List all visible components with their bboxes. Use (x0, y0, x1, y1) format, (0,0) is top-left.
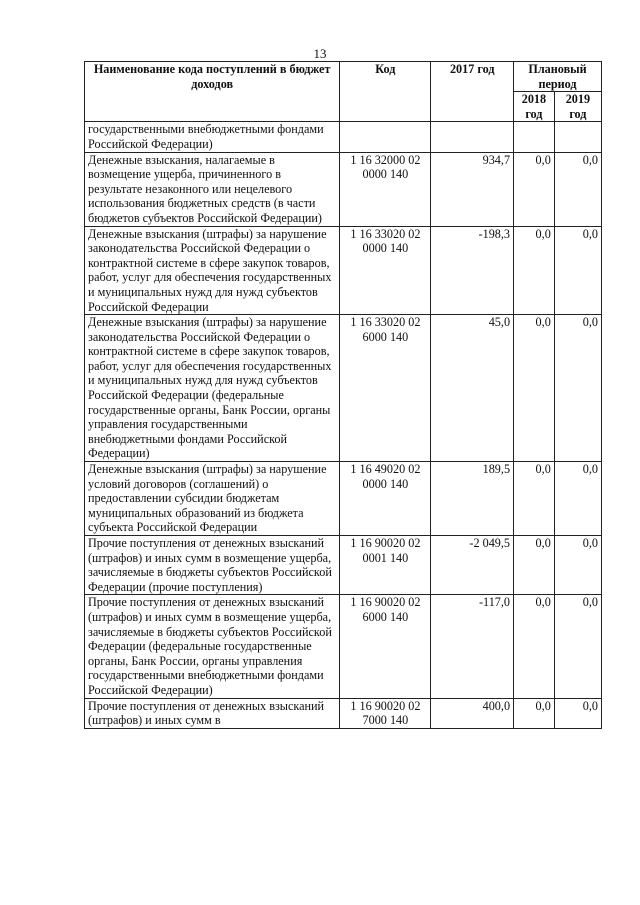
row-2019: 0,0 (554, 595, 601, 698)
row-code: 1 16 33020 02 0000 140 (340, 226, 431, 315)
row-name: Денежные взыскания (штрафы) за нарушение законодательства Российской Федерации о контрактной системе в сфере закупок товаров, работ, услуг для обеспечения государственных и муниципальных нужд для нужд субъектов Российской Федерации (85, 226, 340, 315)
row-name: Денежные взыскания, налагаемые в возмещение ущерба, причиненного в результате незаконного или нецелевого использования бюджетных средств (в части бюджетов субъектов Российской Федерации) (85, 152, 340, 226)
row-2018: 0,0 (514, 698, 555, 728)
row-2019: 0,0 (554, 315, 601, 462)
row-2017: 934,7 (431, 152, 514, 226)
header-2019: 2019 год (554, 92, 601, 122)
row-2019: 0,0 (554, 226, 601, 315)
header-planned-period: Плановый период (514, 62, 602, 92)
row-2018: 0,0 (514, 152, 555, 226)
row-2017: -2 049,5 (431, 536, 514, 595)
page-number: 13 (313, 46, 327, 61)
row-2019: 0,0 (554, 152, 601, 226)
table-row (85, 122, 602, 152)
header-code: Код (340, 62, 431, 122)
row-2017: 189,5 (431, 462, 514, 536)
row-2017 (431, 122, 514, 152)
row-2018 (514, 122, 555, 152)
row-2017: 400,0 (431, 698, 514, 728)
table-row (85, 226, 602, 315)
row-code: 1 16 90020 02 7000 140 (340, 698, 431, 728)
revenue-table (84, 61, 602, 729)
table-row (85, 152, 602, 226)
row-2017: -198,3 (431, 226, 514, 315)
table-row (85, 698, 602, 728)
row-name: Денежные взыскания (штрафы) за нарушение законодательства Российской Федерации о контрактной системе в сфере закупок товаров, работ, услуг для обеспечения государственных и муниципальных нужд для нужд субъектов Российской Федерации (федеральные государственные органы, Банк России, органы управления государственными внебюджетными фондами Российской Федерации) (85, 315, 340, 462)
table-row (85, 536, 602, 595)
row-2017: -117,0 (431, 595, 514, 698)
row-2018: 0,0 (514, 536, 555, 595)
header-2017: 2017 год (431, 62, 514, 122)
row-code: 1 16 49020 02 0000 140 (340, 462, 431, 536)
row-2018: 0,0 (514, 226, 555, 315)
row-name: Прочие поступления от денежных взысканий (штрафов) и иных сумм в возмещение ущерба, зачисляемые в бюджеты субъектов Российской Федерации (федеральные государственные органы, Банк России, органы управления государственными внебюджетными фондами Российской Федерации) (85, 595, 340, 698)
row-2019 (554, 122, 601, 152)
row-2018: 0,0 (514, 462, 555, 536)
row-name: Прочие поступления от денежных взысканий (штрафов) и иных сумм в возмещение ущерба, зачисляемые в бюджеты субъектов Российской Федерации (прочие поступления) (85, 536, 340, 595)
row-code: 1 16 90020 02 6000 140 (340, 595, 431, 698)
row-2019: 0,0 (554, 698, 601, 728)
row-code: 1 16 33020 02 6000 140 (340, 315, 431, 462)
row-2019: 0,0 (554, 536, 601, 595)
row-2018: 0,0 (514, 315, 555, 462)
row-2019: 0,0 (554, 462, 601, 536)
row-name: Прочие поступления от денежных взысканий (штрафов) и иных сумм в (85, 698, 340, 728)
row-2017: 45,0 (431, 315, 514, 462)
header-2018: 2018 год (514, 92, 555, 122)
row-name: государственными внебюджетными фондами Российской Федерации) (85, 122, 340, 152)
table-row (85, 315, 602, 462)
table-row (85, 462, 602, 536)
row-2018: 0,0 (514, 595, 555, 698)
row-code: 1 16 32000 02 0000 140 (340, 152, 431, 226)
header-name: Наименование кода поступлений в бюджет доходов (85, 62, 340, 122)
row-code: 1 16 90020 02 0001 140 (340, 536, 431, 595)
table-row (85, 595, 602, 698)
row-name: Денежные взыскания (штрафы) за нарушение условий договоров (соглашений) о предоставлении субсидии бюджетам муниципальных образований из бюджета субъекта Российской Федерации (85, 462, 340, 536)
row-code (340, 122, 431, 152)
